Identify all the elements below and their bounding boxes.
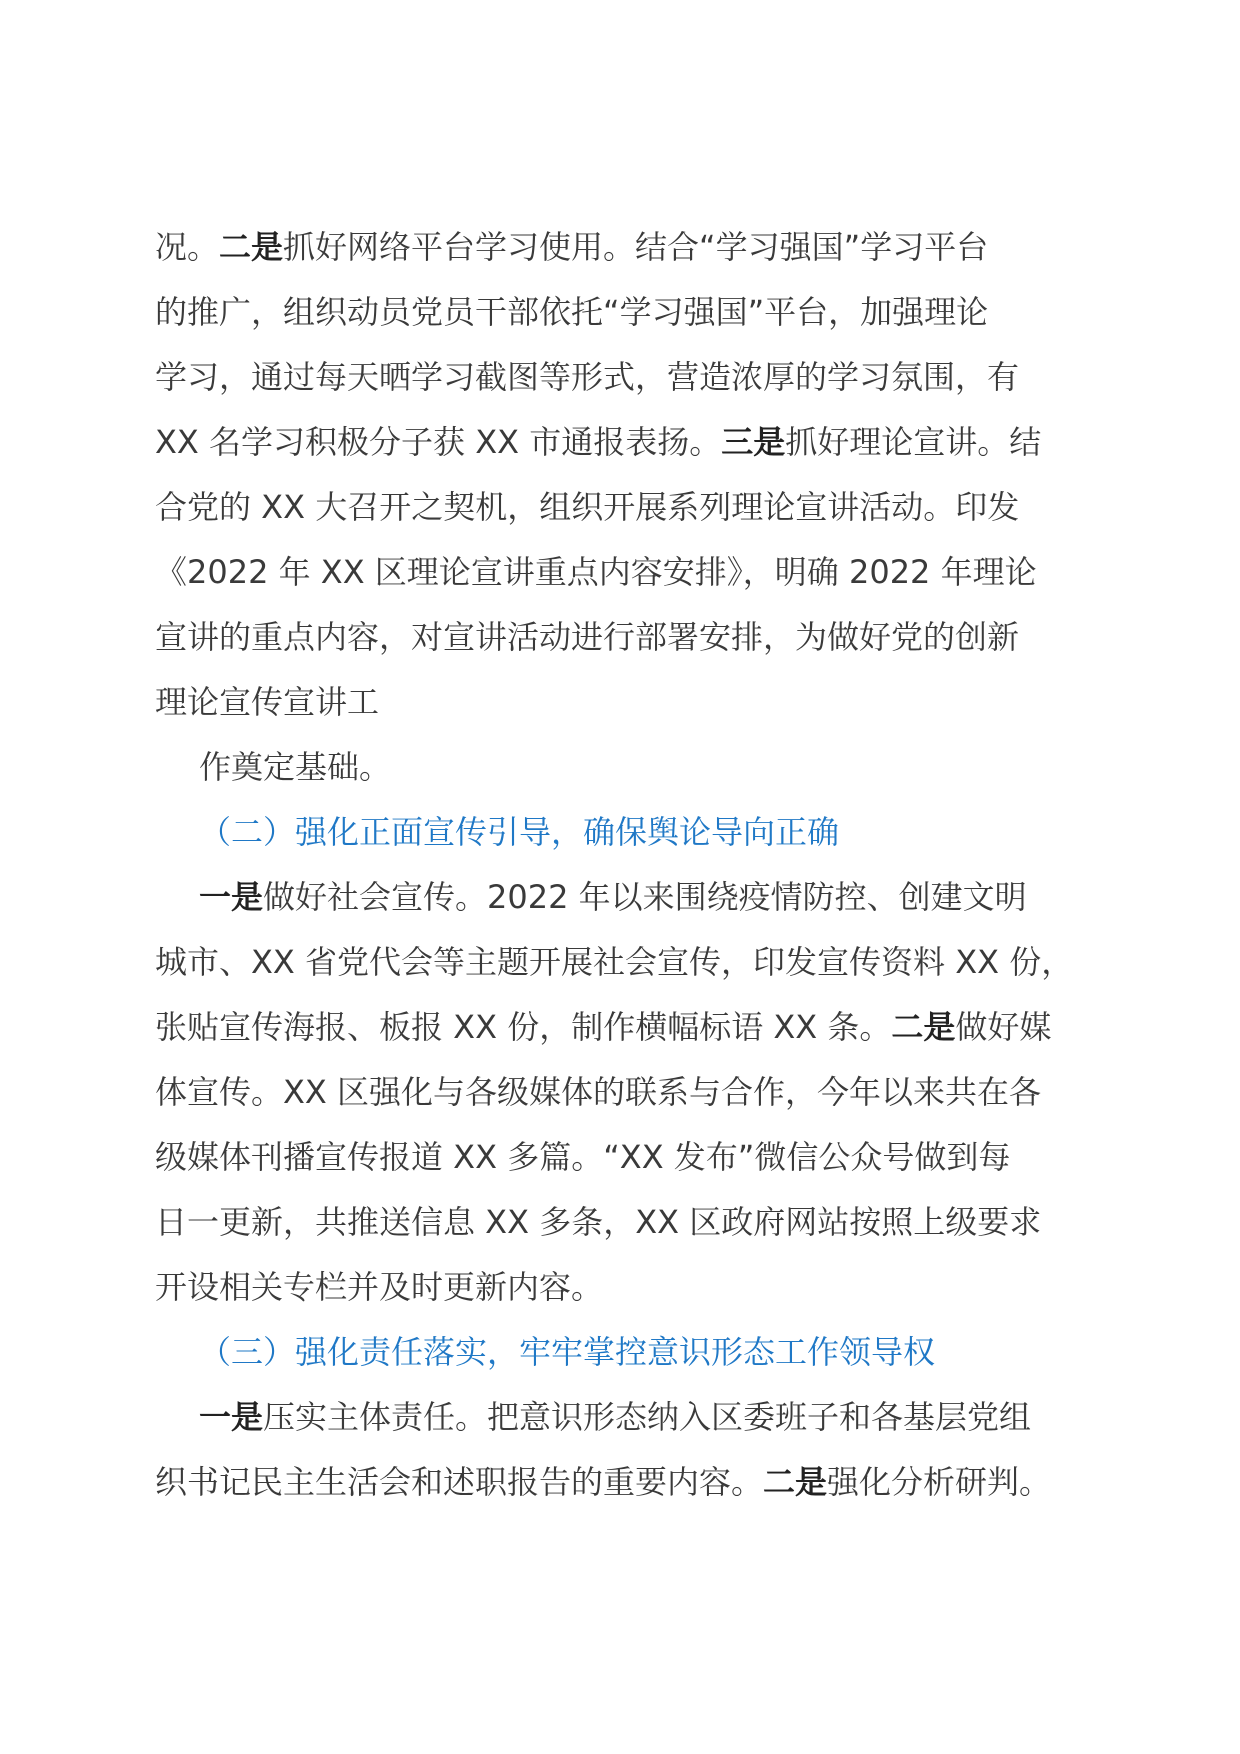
bold-lead: 二是 xyxy=(763,1463,828,1501)
body-line: 开设相关专栏并及时更新内容。 xyxy=(155,1268,604,1306)
body-text: 强化分析研判。 xyxy=(827,1463,1052,1501)
body-text: XX 名学习积极分子获 XX 市通报表扬。 xyxy=(155,423,722,461)
body-line xyxy=(155,995,1095,1060)
bold-lead: 二是 xyxy=(891,1008,956,1046)
body-line: 作奠定基础。 xyxy=(199,748,392,786)
body-text: 况。 xyxy=(155,228,220,266)
body-line: 《2022 年 XX 区理论宣讲重点内容安排》，明确 2022 年理论 xyxy=(155,553,1037,591)
body-line: 城市、XX 省党代会等主题开展社会宣传，印发宣传资料 XX 份， xyxy=(155,943,1074,981)
section-heading: （二）强化正面宣传引导，确保舆论导向正确 xyxy=(199,813,840,851)
body-line xyxy=(155,410,1095,475)
bold-lead: 三是 xyxy=(721,423,786,461)
body-line: 理论宣传宣讲工 xyxy=(155,683,380,721)
bold-lead: 一是 xyxy=(199,878,264,916)
body-line xyxy=(155,865,1095,930)
bold-lead: 一是 xyxy=(199,1398,264,1436)
body-text: 抓好网络平台学习使用。结合“学习强国”学习平台 xyxy=(283,228,989,266)
body-line: 合党的 XX 大召开之契机，组织开展系列理论宣讲活动。印发 xyxy=(155,488,1020,526)
body-text: 张贴宣传海报、板报 XX 份，制作横幅标语 XX 条。 xyxy=(155,1008,892,1046)
body-line xyxy=(155,215,1095,280)
document-body xyxy=(155,215,1095,1515)
body-line: 日一更新，共推送信息 XX 多条，XX 区政府网站按照上级要求 xyxy=(155,1203,1042,1241)
body-line xyxy=(155,1385,1095,1450)
body-text: 抓好理论宣讲。结 xyxy=(785,423,1042,461)
body-text: 压实主体责任。把意识形态纳入区委班子和各基层党组 xyxy=(263,1398,1032,1436)
body-line xyxy=(155,1450,1095,1515)
body-line: 级媒体刊播宣传报道 XX 多篇。“XX 发布”微信公众号做到每 xyxy=(155,1138,1011,1176)
body-line: 宣讲的重点内容，对宣讲活动进行部署安排，为做好党的创新 xyxy=(155,618,1020,656)
bold-lead: 二是 xyxy=(219,228,284,266)
section-heading: （三）强化责任落实，牢牢掌控意识形态工作领导权 xyxy=(199,1333,936,1371)
body-line: 的推广，组织动员党员干部依托“学习强国”平台，加强理论 xyxy=(155,293,989,331)
body-text: 织书记民主生活会和述职报告的重要内容。 xyxy=(155,1463,764,1501)
body-text: 做好媒 xyxy=(955,1008,1052,1046)
body-text: 做好社会宣传。2022 年以来围绕疫情防控、创建文明 xyxy=(263,878,1027,916)
body-line: 学习，通过每天晒学习截图等形式，营造浓厚的学习氛围，有 xyxy=(155,358,1020,396)
body-line: 体宣传。XX 区强化与各级媒体的联系与合作，今年以来共在各 xyxy=(155,1073,1042,1111)
